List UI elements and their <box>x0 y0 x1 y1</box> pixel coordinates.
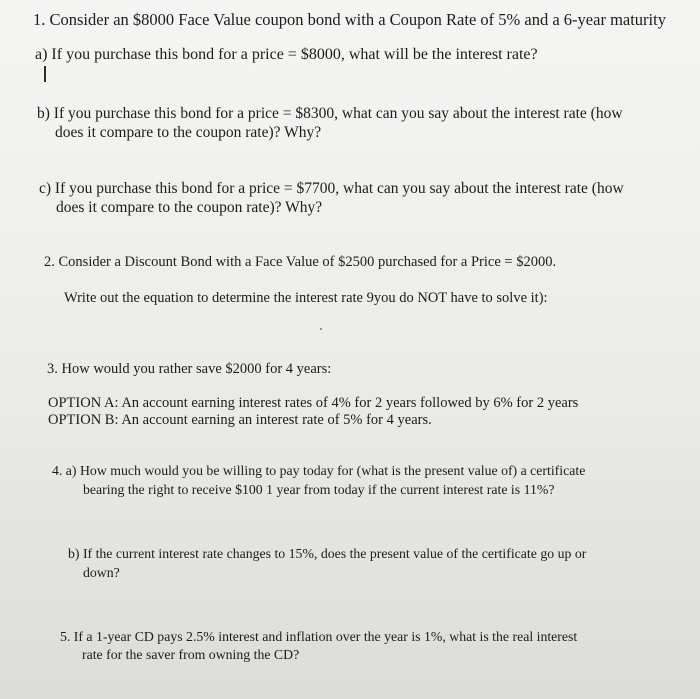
q2-instruction: Write out the equation to determine the interest rate 9you do NOT have to solve it): <box>64 290 548 306</box>
q4b-line2: down? <box>83 565 120 580</box>
text-cursor <box>44 66 46 82</box>
q4b-line1: b) If the current interest rate changes to 15%, does the present value of the certificate go up or <box>68 546 587 561</box>
q3-option-a: OPTION A: An account earning interest rates of 4% for 2 years followed by 6% for 2 years <box>48 395 579 411</box>
q1b-line1: b) If you purchase this bond for a price = $8300, what can you say about the interest rate (how <box>37 105 623 122</box>
q2-title: 2. Consider a Discount Bond with a Face Value of $2500 purchased for a Price = $2000. <box>44 254 557 270</box>
q1c-line2: does it compare to the coupon rate)? Why? <box>56 199 323 216</box>
speck-mark <box>320 328 322 330</box>
q3-option-b: OPTION B: An account earning an interest rate of 5% for 4 years. <box>48 412 432 428</box>
q1c-line1: c) If you purchase this bond for a price = $7700, what can you say about the interest rate (how <box>39 180 624 197</box>
q1b-line2: does it compare to the coupon rate)? Why? <box>55 124 322 141</box>
q3-title: 3. How would you rather save $2000 for 4 years: <box>47 361 332 377</box>
q5-line1: 5. If a 1-year CD pays 2.5% interest and inflation over the year is 1%, what is the real interest <box>60 629 578 644</box>
q4a-line1: 4. a) How much would you be willing to pay today for (what is the present value of) a certificate <box>52 463 586 478</box>
q4a-line2: bearing the right to receive $100 1 year from today if the current interest rate is 11%? <box>83 482 555 497</box>
q5-line2: rate for the saver from owning the CD? <box>82 647 300 662</box>
q1a-text: a) If you purchase this bond for a price = $8000, what will be the interest rate? <box>35 46 538 63</box>
q1-title: 1. Consider an $8000 Face Value coupon bond with a Coupon Rate of 5% and a 6-year maturity <box>33 10 666 29</box>
